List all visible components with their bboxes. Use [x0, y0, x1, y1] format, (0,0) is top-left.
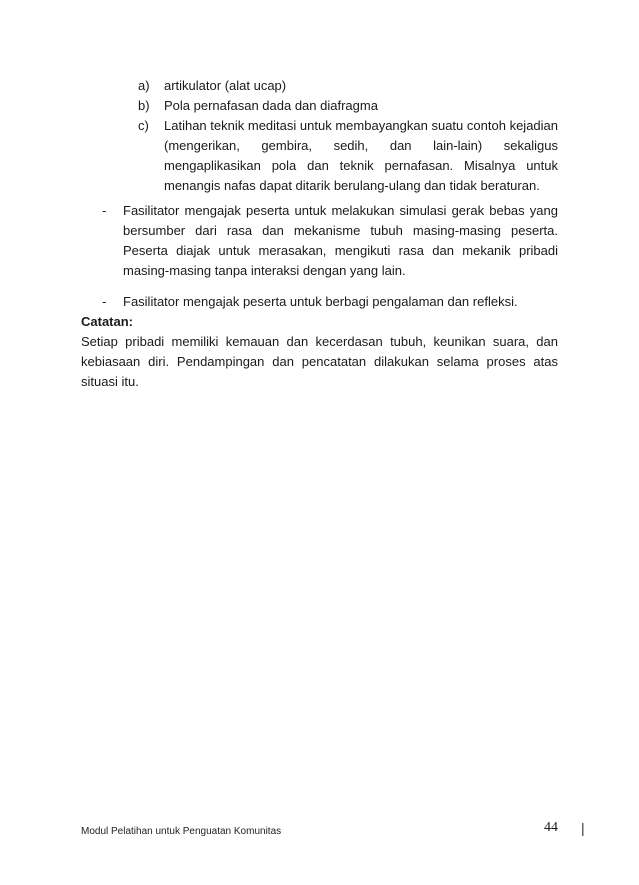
list-marker: a) [138, 78, 150, 93]
list-marker: - [102, 203, 107, 218]
note-body: Setiap pribadi memiliki kemauan dan kecerdasan tubuh, keunikan suara, dan kebiasaan diri. Pendampingan dan pencatatan dilakukan selama proses atas situasi itu. [81, 334, 558, 389]
list-item [138, 96, 558, 116]
page-footer [81, 820, 585, 842]
list-item-text: Latihan teknik meditasi untuk membayangkan suatu contoh kejadian (mengerikan, gembira, sedih, dan lain-lain) sekaligus mengaplikasikan pola dan teknik pernafasan. Misalnya untuk menangis nafas dapat ditarik berulang-ulang dan tidak beraturan. [164, 118, 558, 193]
note-title: Catatan: [81, 314, 134, 329]
list-item-text: Pola pernafasan dada dan diafragma [164, 98, 378, 113]
page-number: 44 [544, 820, 558, 835]
list-item [138, 76, 558, 96]
list-item [96, 201, 558, 281]
list-item-text: Fasilitator mengajak peserta untuk berbagi pengalaman dan refleksi. [123, 294, 518, 309]
list-marker: b) [138, 98, 150, 113]
sub-list [138, 76, 558, 196]
note-section [81, 312, 558, 392]
list-marker: c) [138, 118, 149, 133]
list-marker: - [102, 294, 107, 309]
list-item-text: Fasilitator mengajak peserta untuk melakukan simulasi gerak bebas yang bersumber dari rasa dan mekanisme tubuh masing-masing peserta. Peserta diajak untuk merasakan, mengikuti rasa dan mekanik pribadi masing-masing tanpa interaksi dengan yang lain. [123, 203, 558, 278]
list-item [138, 116, 558, 196]
footer-separator: | [581, 820, 585, 836]
list-item-text: artikulator (alat ucap) [164, 78, 287, 93]
dash-list [96, 201, 558, 323]
list-item [96, 292, 558, 312]
footer-title: Modul Pelatihan untuk Penguatan Komunitas [81, 826, 282, 837]
